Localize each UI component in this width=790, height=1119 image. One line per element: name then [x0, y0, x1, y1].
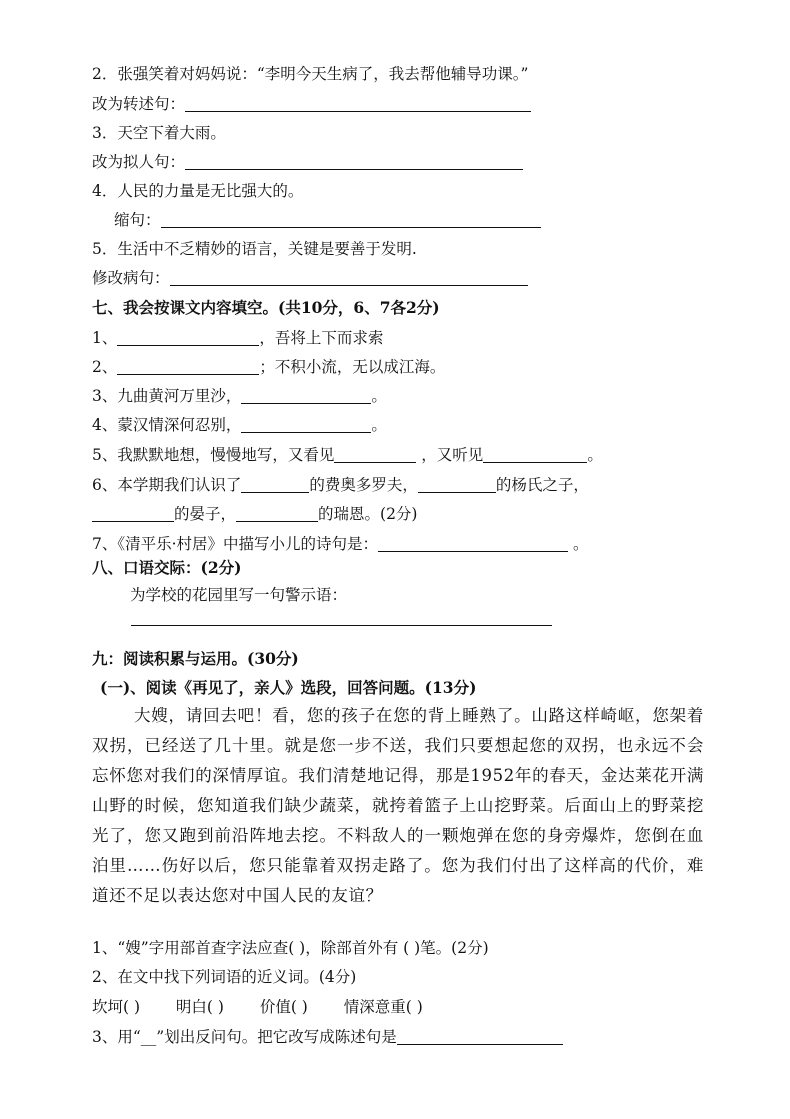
q7-line6-mid1: 的费奥多罗夫， [309, 476, 418, 494]
q6-item5-prompt: 修改病句： [92, 269, 170, 287]
q9-word-mingbai[interactable]: 明白( ) [175, 998, 224, 1016]
q7-line6b-after: 的瑞恩。(2分) [318, 505, 418, 523]
q7-blank7[interactable] [378, 535, 568, 552]
q7-blank3[interactable] [241, 387, 371, 404]
q7-line5-before: 5、我默默地想，慢慢地写，又看见 [92, 446, 335, 464]
q7-line4-after: 。 [371, 416, 387, 434]
q6-item5-row [92, 267, 528, 289]
q9-word-kanke[interactable]: 坎坷( ) [92, 998, 141, 1016]
q7-line7-before: 7、《清平乐·村居》中描写小儿的诗句是： [92, 535, 379, 553]
q9-word-qingshenyizhong[interactable]: 情深意重( ) [343, 998, 423, 1016]
q7-line5 [92, 444, 603, 466]
q6-item4-answer-line[interactable] [161, 211, 541, 228]
q9-heading: 九：阅读积累与运用。(30分) [92, 649, 299, 668]
q7-line5-after: 。 [587, 446, 603, 464]
q9-question3-answer-line[interactable] [397, 1028, 563, 1045]
q6-item2-answer-line[interactable] [185, 95, 531, 112]
q7-line7 [92, 533, 588, 555]
q7-line3-after: 。 [371, 387, 387, 405]
q6-item4-text: 4．人民的力量是无比强大的。 [92, 182, 304, 200]
q9-question1: 1、“嫂”字用部首查字法应查( )，除部首外有 ( )笔。(2分) [92, 939, 489, 957]
q7-blank5a[interactable] [334, 446, 416, 463]
q7-line7-after: 。 [568, 535, 589, 553]
q7-blank6a[interactable] [241, 476, 309, 493]
q7-line1 [92, 327, 383, 349]
q6-item4-prompt: 缩句： [114, 211, 161, 229]
q9-word-jiazhi[interactable]: 价值( ) [259, 998, 308, 1016]
q6-item3-text: 3．天空下着大雨。 [92, 124, 226, 142]
q7-line3 [92, 385, 387, 407]
q6-item2-row [92, 93, 531, 115]
q7-blank6c[interactable] [92, 505, 174, 522]
q9-words-row [92, 996, 423, 1018]
q7-line5-mid: ，又听见 [416, 446, 484, 464]
q7-line6b [92, 503, 417, 525]
q6-item2-prompt: 改为转述句： [92, 95, 186, 113]
q7-blank4[interactable] [241, 416, 371, 433]
q7-line3-before: 3、九曲黄河万里沙， [92, 387, 242, 405]
q7-line6b-mid1: 的晏子， [174, 505, 237, 523]
q7-blank6d[interactable] [236, 505, 318, 522]
q7-line2-after: ；不积小流，无以成江海。 [259, 358, 446, 376]
q7-blank5b[interactable] [483, 446, 587, 463]
q9-question3 [92, 1026, 563, 1048]
q9-passage: 大嫂，请回去吧！看，您的孩子在您的背上睡熟了。山路这样崎岖，您架着双拐，已经送了几十里。就是您一步不送，我们只要想起您的双拐，也永远不会忘怀您对我们的深情厚谊。我们清楚地记得，那是1952年的春天，金达莱花开满山野的时候，您知道我们缺少蔬菜，就挎着篮子上山挖野菜。后面山上的野菜挖光了，您又跑到前沿阵地去挖。不料敌人的一颗炮弹在您的身旁爆炸，您倒在血泊里……伤好以后，您只能靠着双拐走路了。您为我们付出了这样高的代价，难道还不足以表达您对中国人民的友谊？ [92, 706, 704, 905]
q6-item3-prompt: 改为拟人句： [92, 153, 186, 171]
q9-question2: 2、在文中找下列词语的近义词。(4分) [92, 968, 357, 986]
q7-line6-before: 6、本学期我们认识了 [92, 476, 242, 494]
q7-line6-mid2: 的杨氏之子， [495, 476, 589, 494]
q7-line2 [92, 356, 445, 378]
q6-item4-row [114, 209, 541, 231]
q7-line1-num: 1、 [92, 329, 118, 347]
q9-question3-text: 3、用“__”划出反问句。把它改写成陈述句是 [92, 1028, 397, 1046]
q7-blank1[interactable] [117, 329, 259, 346]
q6-item3-answer-line[interactable] [185, 153, 523, 170]
q6-item3-row [92, 151, 523, 173]
q7-line4 [92, 414, 387, 436]
q9-sub-heading: (一)、阅读《再见了，亲人》选段，回答问题。(13分) [100, 678, 477, 697]
q7-line1-after: ，吾将上下而求索 [259, 329, 384, 347]
q7-blank6b[interactable] [418, 476, 496, 493]
q6-item2-text: 2．张强笑着对妈妈说：“李明今天生病了，我去帮他辅导功课。” [92, 65, 529, 83]
q8-prompt: 为学校的花园里写一句警示语： [130, 586, 348, 604]
q8-answer-line[interactable] [131, 625, 552, 626]
q6-item5-text: 5．生活中不乏精妙的语言，关键是要善于发明. [92, 240, 417, 258]
q6-item5-answer-line[interactable] [170, 269, 528, 286]
q7-line2-num: 2、 [92, 358, 118, 376]
q7-blank2[interactable] [117, 358, 259, 375]
q7-line6 [92, 474, 589, 496]
q8-heading: 八、口语交际：(2分) [92, 558, 242, 577]
q7-line4-before: 4、蒙汉情深何忍别， [92, 416, 242, 434]
q7-heading: 七、我会按课文内容填空。(共10分，6、7各2分) [92, 298, 440, 317]
